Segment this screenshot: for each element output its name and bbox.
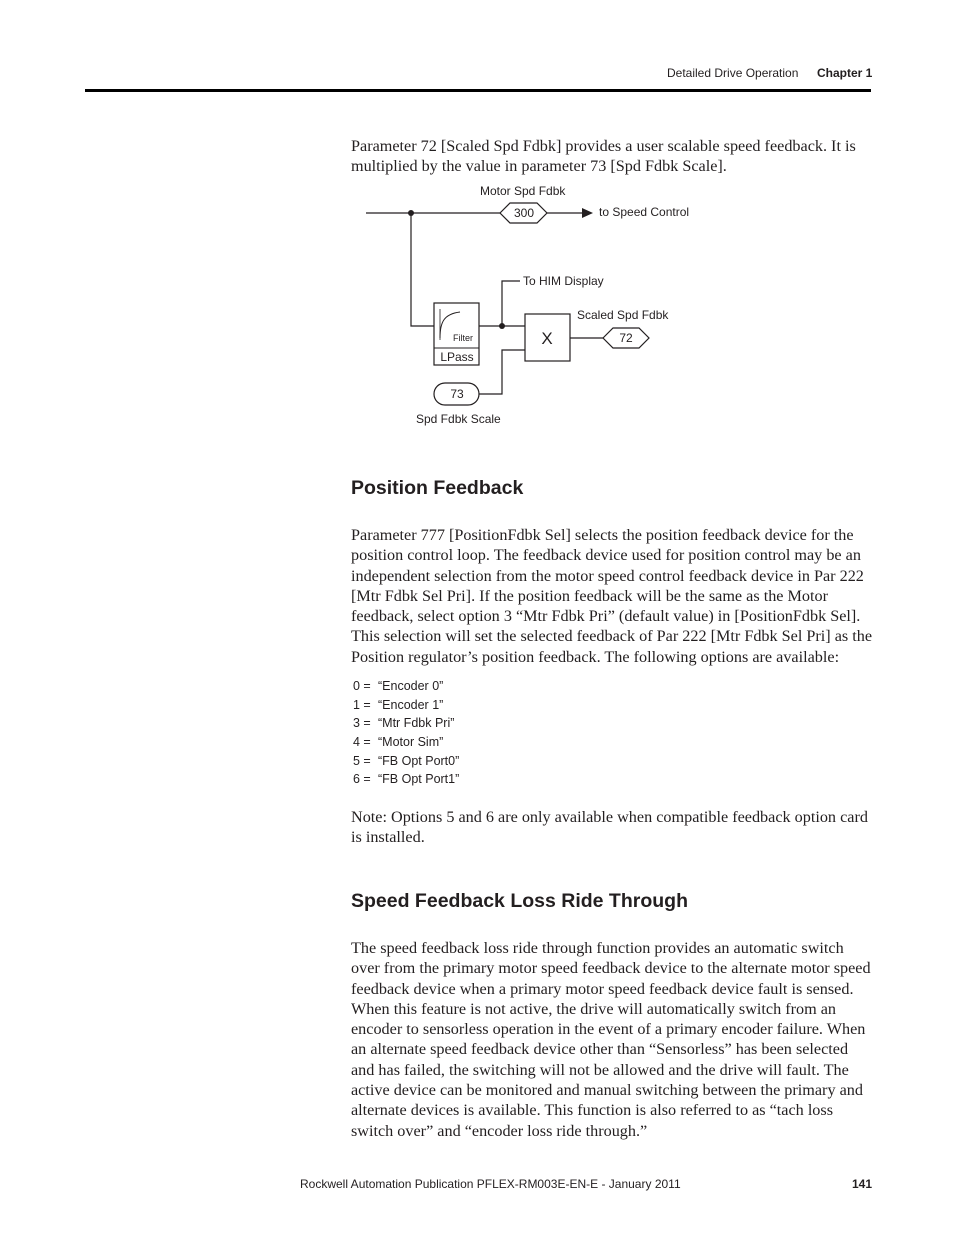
position-feedback-options-list (353, 677, 459, 789)
speed-feedback-block-diagram (360, 178, 720, 433)
param-73-text: 73 (450, 387, 464, 401)
to-him-display-label: To HIM Display (523, 274, 604, 288)
option-code: 5 = (353, 753, 371, 768)
option-code: 3 = (353, 716, 371, 731)
option-code: 4 = (353, 735, 371, 750)
option-label: “Mtr Fdbk Pri” (378, 716, 455, 731)
header-chapter-label: Chapter 1 (817, 66, 873, 80)
page-number: 141 (852, 1177, 873, 1191)
param-300-text: 300 (513, 206, 535, 220)
option-label: “FB Opt Port1” (378, 772, 460, 787)
option-item (353, 752, 459, 771)
filter-label: Filter (453, 333, 473, 343)
option-label: “FB Opt Port0” (378, 753, 460, 768)
speed-feedback-loss-heading: Speed Feedback Loss Ride Through (351, 890, 688, 912)
option-item (353, 677, 459, 696)
speed-feedback-loss-paragraph: The speed feedback loss ride through function provides an automatic switch over from the primary motor speed feedback device to the alternate motor speed feedback device when a primary motor speed feedback device fault is sensed. When this feature is not active, the drive will automatically switch from an encoder to sensorless operation in the event of a primary encoder failure. When an alternate speed feedback device other than “Sensorless” has been selected and has failed, the switching will not be allowed and the drive will fault. The active device can be monitored and manual switching between the primary and alternate devices is available. This function is also referred to as “tach loss switch over” and “encoder loss ride through.” (351, 939, 871, 1140)
footer-publication: Rockwell Automation Publication PFLEX-RM003E-EN-E - January 2011 (300, 1177, 681, 1191)
arrow-right-icon (582, 208, 593, 218)
lpass-label: LPass (440, 350, 474, 364)
option-code: 0 = (353, 679, 371, 693)
option-item (353, 770, 459, 789)
scaled-spd-fdbk-label: Scaled Spd Fdbk (577, 308, 669, 322)
header-section-title: Detailed Drive Operation (667, 66, 799, 80)
spd-fdbk-scale-label: Spd Fdbk Scale (416, 412, 501, 426)
option-item (353, 714, 459, 733)
option-item (353, 733, 459, 752)
multiplier-symbol: X (541, 329, 553, 348)
header-rule (85, 89, 871, 92)
option-code: 6 = (353, 772, 371, 787)
option-label: “Encoder 1” (378, 697, 444, 712)
position-feedback-heading: Position Feedback (351, 477, 524, 499)
option-label: “Encoder 0” (378, 679, 444, 693)
option-code: 1 = (353, 697, 371, 712)
him-display-line (502, 281, 520, 326)
options-note: Note: Options 5 and 6 are only available when compatible feedback option card is installed. (351, 808, 868, 847)
option-label: “Motor Sim” (378, 735, 444, 750)
scale-input-line (479, 350, 525, 394)
intro-paragraph: Parameter 72 [Scaled Spd Fdbk] provides a user scalable speed feedback. It is multiplied by the value in parameter 73 [Spd Fdbk Scale]. (351, 137, 856, 176)
option-item (353, 696, 459, 715)
param-72-text: 72 (619, 331, 633, 345)
filter-input-line (411, 213, 434, 326)
motor-spd-fdbk-label: Motor Spd Fdbk (480, 184, 566, 198)
to-speed-control-label: to Speed Control (599, 205, 690, 219)
position-feedback-paragraph: Parameter 777 [PositionFdbk Sel] selects the position feedback device for the position control loop. The feedback device used for position control may be an independent selection from the motor speed control feedback device in Par 222 [Mtr Fdbk Sel Pri]. If the position feedback will be the same as the Motor feedback, select option 3 “Mtr Fdbk Pri” (default value) in [PositionFdbk Sel]. This selection will set the selected feedback of Par 222 [Mtr Fdbk Sel Pri] as the Position regulator’s position feedback. The following options are available: (351, 526, 873, 666)
